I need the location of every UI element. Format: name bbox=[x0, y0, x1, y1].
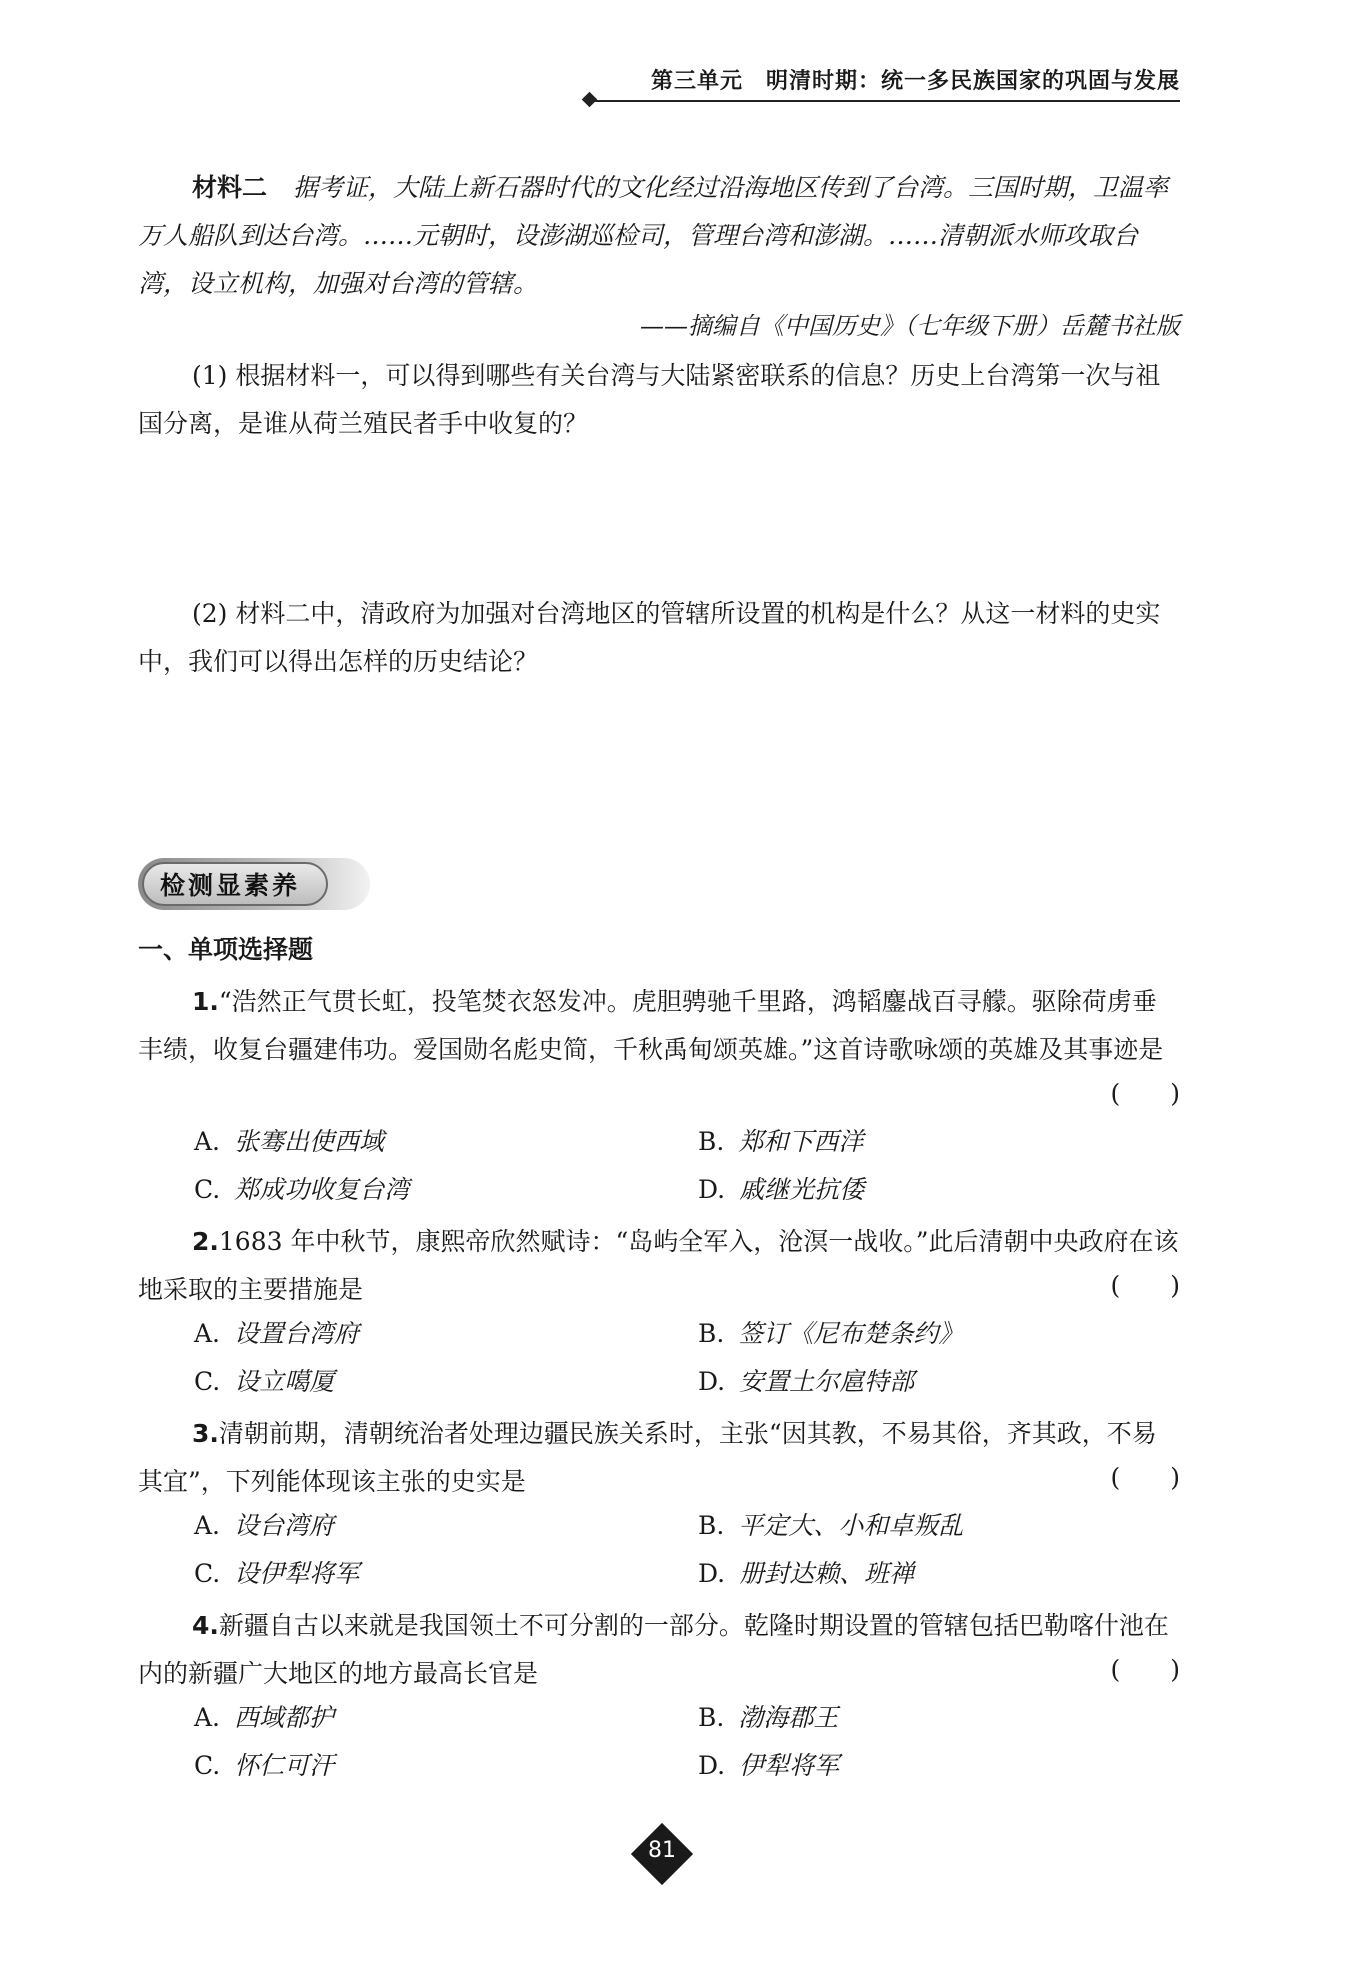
mcq-3-text: 清朝前期，清朝统治者处理边疆民族关系时，主张“因其教，不易其俗，齐其政，不易其宜”，下列能体现该主张的史实是 bbox=[138, 1419, 1157, 1496]
mcq-4-text: 新疆自古以来就是我国领土不可分割的一部分。乾隆时期设置的管辖包括巴勒喀什池在内的新疆广大地区的地方最高长官是 bbox=[138, 1611, 1169, 1688]
material2-text: 据考证，大陆上新石器时代的文化经过沿海地区传到了台湾。三国时期，卫温率万人船队到达台湾。……元朝时，设澎湖巡检司，管理台湾和澎湖。……清朝派水师攻取台湾，设立机构，加强对台湾的管辖。 bbox=[138, 173, 1168, 298]
running-header: 第三单元 明清时期：统一多民族国家的巩固与发展 bbox=[650, 69, 1180, 94]
mcq-2-number: 2. bbox=[192, 1227, 219, 1256]
page-number: 81 bbox=[648, 1838, 676, 1863]
mcq-2-answer-blank[interactable]: ( ) bbox=[1110, 1271, 1180, 1300]
mcq-4-answer-blank[interactable]: ( ) bbox=[1110, 1655, 1180, 1684]
section-badge bbox=[138, 858, 370, 910]
mcq-3-option-d[interactable]: D. 册封达赖、班禅 bbox=[698, 1559, 915, 1588]
mcq-3-number: 3. bbox=[192, 1419, 219, 1448]
mcq-3-option-b[interactable]: B. 平定大、小和卓叛乱 bbox=[698, 1511, 964, 1540]
mcq-2-stem bbox=[138, 1218, 1180, 1314]
badge-label: 检测显素养 bbox=[160, 871, 301, 900]
mcq-3-stem bbox=[138, 1410, 1180, 1506]
mcq-4-option-d[interactable]: D. 伊犁将军 bbox=[698, 1751, 840, 1780]
header-rule bbox=[592, 100, 1180, 102]
mcq-1-answer-blank[interactable]: ( ) bbox=[1110, 1079, 1180, 1108]
mcq-3-option-a[interactable]: A. 设台湾府 bbox=[194, 1511, 335, 1540]
mcq-3-option-c[interactable]: C. 设伊犁将军 bbox=[194, 1559, 360, 1588]
mcq-2-option-b[interactable]: B. 签订《尼布楚条约》 bbox=[698, 1319, 964, 1348]
mcq-2-option-c[interactable]: C. 设立噶厦 bbox=[194, 1367, 335, 1396]
question-2: (2) 材料二中，清政府为加强对台湾地区的管辖所设置的机构是什么？从这一材料的史实中，我们可以得出怎样的历史结论？ bbox=[138, 599, 1161, 676]
material2-source: ——摘编自《中国历史》（七年级下册）岳麓书社版 bbox=[640, 312, 1180, 340]
question-1: (1) 根据材料一，可以得到哪些有关台湾与大陆紧密联系的信息？历史上台湾第一次与祖国分离，是谁从荷兰殖民者手中收复的？ bbox=[138, 361, 1161, 438]
mcq-1-option-b[interactable]: B. 郑和下西洋 bbox=[698, 1127, 864, 1156]
mcq-4-number: 4. bbox=[192, 1611, 219, 1640]
mcq-2-option-a[interactable]: A. 设置台湾府 bbox=[194, 1319, 360, 1348]
mcq-1-option-d[interactable]: D. 戚继光抗倭 bbox=[698, 1175, 865, 1204]
material2-label: 材料二 bbox=[192, 173, 268, 202]
page-number-badge bbox=[634, 1826, 690, 1882]
mcq-1-number: 1. bbox=[192, 987, 219, 1016]
section-heading: 一、单项选择题 bbox=[138, 935, 314, 964]
mcq-1-stem bbox=[138, 978, 1180, 1074]
mcq-4-option-a[interactable]: A. 西域都护 bbox=[194, 1703, 335, 1732]
mcq-2-text: 1683 年中秋节，康熙帝欣然赋诗：“岛屿全军入，沧溟一战收。”此后清朝中央政府在该地采取的主要措施是 bbox=[138, 1227, 1179, 1304]
mcq-1-text: “浩然正气贯长虹，投笔焚衣怒发冲。虎胆骋驰千里路，鸿韬鏖战百寻艨。驱除荷虏垂丰绩，收复台疆建伟功。爱国勋名彪史简，千秋禹甸颂英雄。”这首诗歌咏颂的英雄及其事迹是 bbox=[138, 987, 1164, 1064]
mcq-4-option-c[interactable]: C. 怀仁可汗 bbox=[194, 1751, 335, 1780]
mcq-1-option-c[interactable]: C. 郑成功收复台湾 bbox=[194, 1175, 410, 1204]
material2-paragraph bbox=[138, 164, 1180, 308]
mcq-3-answer-blank[interactable]: ( ) bbox=[1110, 1463, 1180, 1492]
mcq-4-stem bbox=[138, 1602, 1180, 1698]
mcq-4-option-b[interactable]: B. 渤海郡王 bbox=[698, 1703, 839, 1732]
mcq-1-option-a[interactable]: A. 张骞出使西域 bbox=[194, 1127, 385, 1156]
mcq-2-option-d[interactable]: D. 安置土尔扈特部 bbox=[698, 1367, 915, 1396]
